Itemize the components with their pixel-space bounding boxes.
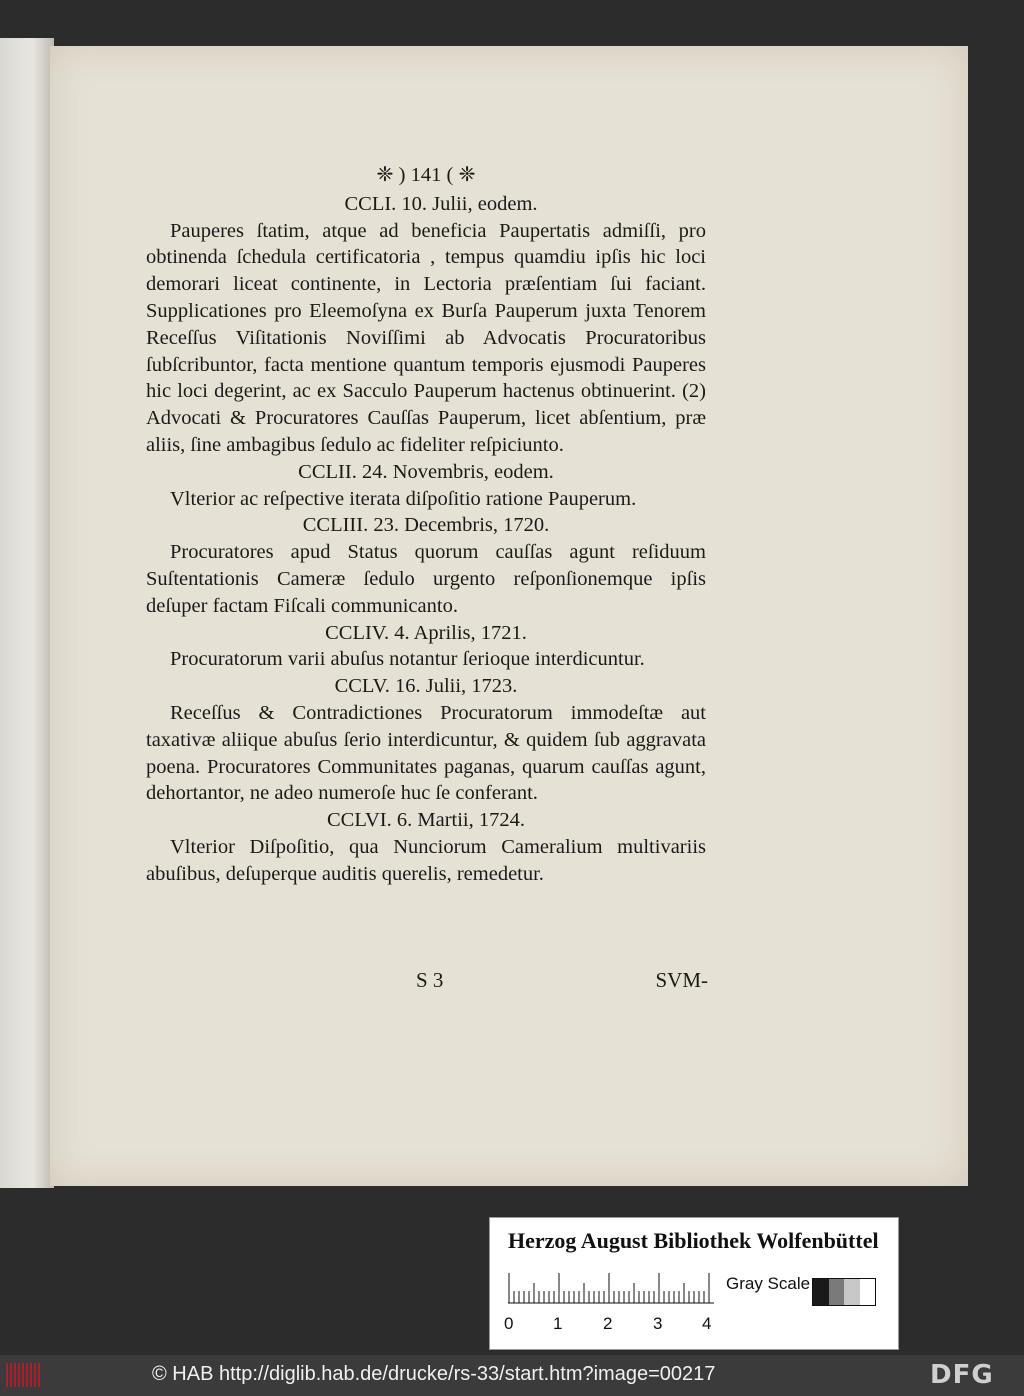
entry-text: Vlterior ac reſpective iterata diſpoſitio ratione Pauperum. bbox=[170, 487, 637, 510]
copyright-link[interactable]: © HAB http://diglib.hab.de/drucke/rs-33/start.htm?image=00217 bbox=[152, 1363, 716, 1385]
hab-logo-icon bbox=[6, 1363, 46, 1387]
entry-title: CCLIII. 23. Decembris, 1720. bbox=[302, 514, 550, 537]
signature-mark: S 3 bbox=[416, 968, 444, 992]
swatch-black bbox=[813, 1279, 829, 1305]
entry-6 bbox=[146, 807, 706, 887]
dfg-logo: DFG bbox=[930, 1360, 994, 1390]
entry-text: Receſſus & Contradictiones Procuratorum immodeſtæ aut taxativæ aliique abuſus ſerio interdicuntur, & quidem ſub aggravata poena. Procuratores Communitates paganas, quarum cauſſas agunt, dehortantor, ne adeo numeroſe huc ſe conferant. bbox=[146, 701, 706, 805]
gray-scale-label: Gray Scale bbox=[726, 1274, 811, 1293]
entry-2 bbox=[146, 459, 706, 513]
ruler-scale bbox=[508, 1270, 714, 1304]
page-footer bbox=[416, 968, 708, 993]
footer-bar bbox=[0, 1355, 1024, 1396]
swatch-dark-gray bbox=[829, 1279, 845, 1305]
entry-5 bbox=[146, 673, 706, 807]
ruler-number-2: 2 bbox=[603, 1314, 613, 1333]
entry-text: Procuratorum varii abuſus notantur ſerioque interdicuntur. bbox=[170, 648, 645, 671]
gray-scale-swatch bbox=[812, 1278, 876, 1306]
ruler-number-3: 3 bbox=[653, 1314, 663, 1333]
entry-title: CCLIV. 4. Aprilis, 1721. bbox=[325, 621, 527, 644]
swatch-white bbox=[860, 1279, 876, 1305]
entry-text: Pauperes ſtatim, atque ad beneficia Paupertatis admiſſi, pro obtinenda ſchedula certificatoria , tempus quamdiu ipſis hic loci demorari liceat continente, in Lectoria præſentiam ſui faciant. Supplicationes pro Eleemoſyna ex Burſa Pauperum juxta Tenorem Receſſus Viſitationis Noviſſimi ab Advocatis Procuratoribus ſubſcribuntor, facta mentione quantum temporis ejusmodi Pauperes hic loci degerint, ac ex Sacculo Pauperum hactenus obtinuerint. (2) Advocati & Procuratores Cauſſas Pauperum, licet abſentium, præ aliis, ſine ambagibus ſedulo ac fideliter reſpiciunto. bbox=[146, 219, 706, 456]
entry-title: CCLVI. 6. Martii, 1724. bbox=[327, 809, 525, 832]
entry-1 bbox=[146, 191, 706, 459]
facing-page-edge bbox=[0, 38, 54, 1188]
entry-title: CCLV. 16. Julii, 1723. bbox=[334, 675, 518, 698]
page-text bbox=[146, 162, 706, 888]
catchword: SVM- bbox=[655, 968, 708, 992]
ruler-number-0: 0 bbox=[504, 1314, 514, 1333]
entry-title: CCLI. 10. Julii, eodem. bbox=[344, 192, 538, 215]
entry-3 bbox=[146, 512, 706, 619]
entry-title: CCLII. 24. Novembris, eodem. bbox=[298, 460, 554, 483]
page-header: ❈ ) 141 ( ❈ bbox=[376, 164, 476, 186]
ruler-number-1: 1 bbox=[553, 1314, 563, 1333]
swatch-light-gray bbox=[844, 1279, 860, 1305]
library-name: Herzog August Bibliothek Wolfenbüttel bbox=[508, 1228, 879, 1253]
entry-text: Vlterior Diſpoſitio, qua Nunciorum Cameralium multivariis abuſibus, deſuperque auditis querelis, remedetur. bbox=[146, 835, 706, 885]
entry-4 bbox=[146, 620, 706, 674]
document-page bbox=[50, 46, 968, 1186]
ruler-number-4: 4 bbox=[702, 1314, 712, 1333]
library-color-card bbox=[489, 1217, 899, 1350]
entry-text: Procuratores apud Status quorum cauſſas agunt reſiduum Suſtentationis Cameræ ſedulo urgento reſponſionemque ipſis deſuper factam Fiſcali communicanto. bbox=[146, 541, 706, 617]
